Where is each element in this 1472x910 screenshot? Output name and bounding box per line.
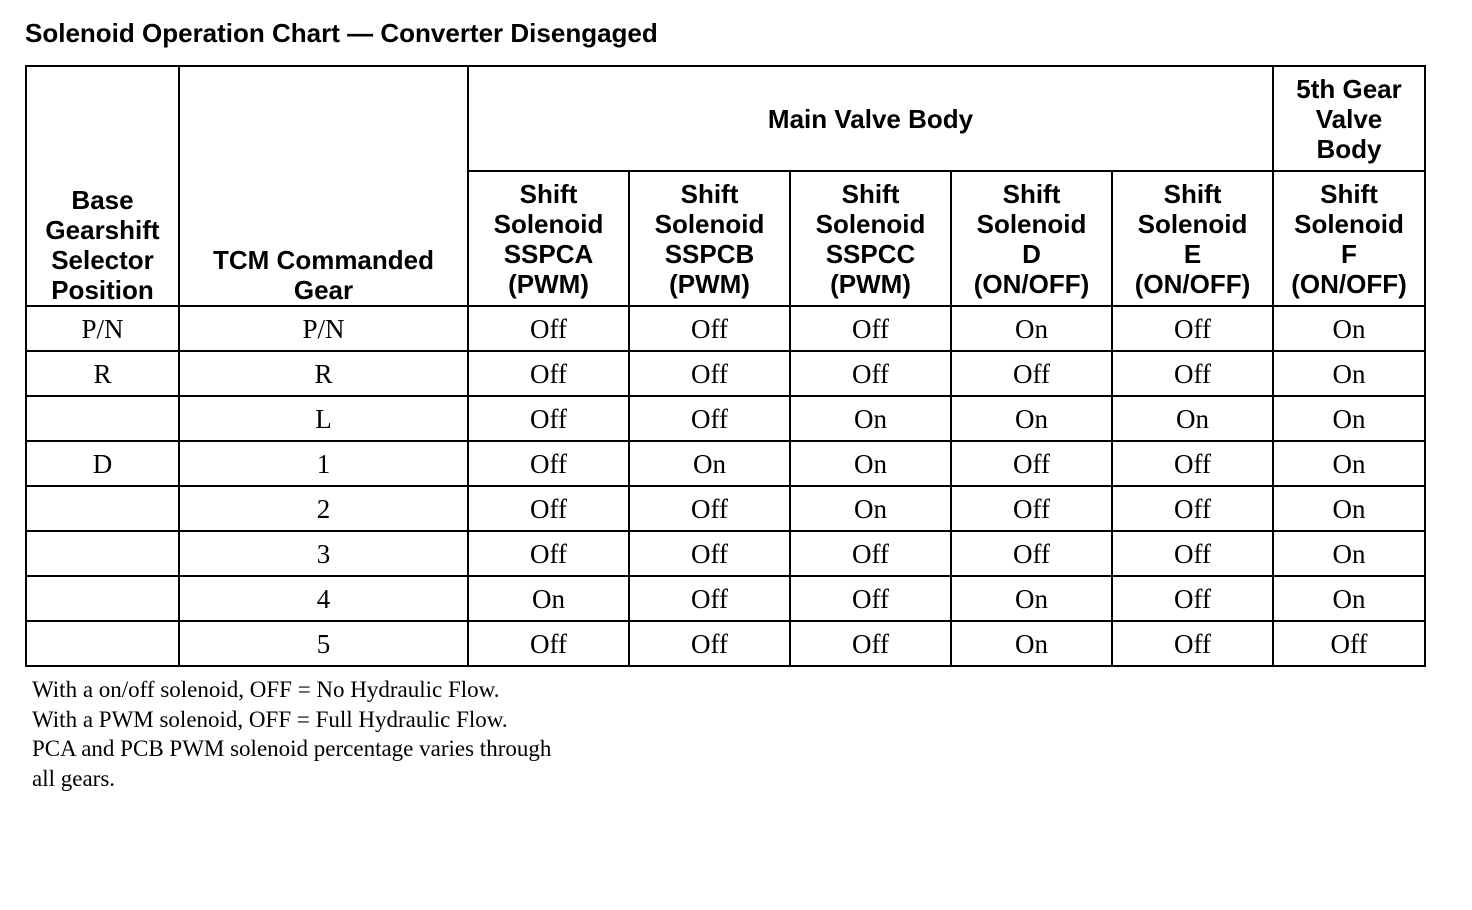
footnotes	[32, 675, 551, 793]
cell-solenoid-d: On	[951, 576, 1112, 621]
cell-sspcb: On	[629, 441, 790, 486]
cell-solenoid-f: Off	[1273, 621, 1425, 666]
cell-tcm-gear: L	[179, 396, 468, 441]
cell-sspca: Off	[468, 621, 629, 666]
cell-solenoid-f: On	[1273, 306, 1425, 351]
cell-solenoid-e: Off	[1112, 531, 1273, 576]
cell-sspca: Off	[468, 306, 629, 351]
cell-sspcb: Off	[629, 576, 790, 621]
cell-solenoid-f: On	[1273, 396, 1425, 441]
table-row	[26, 351, 1425, 396]
cell-sspcc: On	[790, 441, 951, 486]
header-5th-gear-valve-body: 5th Gear Valve Body	[1273, 66, 1425, 171]
cell-sspca: Off	[468, 531, 629, 576]
cell-sspcb: Off	[629, 531, 790, 576]
cell-base-position: D	[26, 441, 179, 486]
cell-tcm-gear: 2	[179, 486, 468, 531]
cell-solenoid-f: On	[1273, 486, 1425, 531]
header-solenoid-d: Shift Solenoid D (ON/OFF)	[951, 171, 1112, 306]
cell-sspca: Off	[468, 396, 629, 441]
cell-solenoid-f: On	[1273, 351, 1425, 396]
cell-sspcb: Off	[629, 621, 790, 666]
table-row	[26, 621, 1425, 666]
header-solenoid-sspcc: Shift Solenoid SSPCC (PWM)	[790, 171, 951, 306]
header-solenoid-sspca: Shift Solenoid SSPCA (PWM)	[468, 171, 629, 306]
footnote-line: all gears.	[32, 765, 116, 791]
cell-solenoid-e: Off	[1112, 441, 1273, 486]
cell-solenoid-e: Off	[1112, 351, 1273, 396]
cell-solenoid-e: Off	[1112, 306, 1273, 351]
header-main-valve-body: Main Valve Body	[468, 66, 1273, 171]
cell-tcm-gear: P/N	[179, 306, 468, 351]
cell-sspcb: Off	[629, 306, 790, 351]
table-row	[26, 441, 1425, 486]
cell-sspca: Off	[468, 441, 629, 486]
cell-sspcc: On	[790, 396, 951, 441]
cell-solenoid-d: On	[951, 396, 1112, 441]
cell-sspca: Off	[468, 486, 629, 531]
header-tcm-commanded-gear: TCM Commanded Gear	[179, 66, 468, 306]
cell-sspcc: Off	[790, 351, 951, 396]
cell-sspcc: On	[790, 486, 951, 531]
cell-solenoid-d: Off	[951, 441, 1112, 486]
cell-sspcb: Off	[629, 351, 790, 396]
cell-base-position	[26, 531, 179, 576]
cell-sspcc: Off	[790, 576, 951, 621]
cell-solenoid-e: Off	[1112, 486, 1273, 531]
cell-solenoid-e: On	[1112, 396, 1273, 441]
cell-base-position: R	[26, 351, 179, 396]
cell-sspca: On	[468, 576, 629, 621]
cell-base-position: P/N	[26, 306, 179, 351]
table-row	[26, 396, 1425, 441]
cell-solenoid-d: Off	[951, 531, 1112, 576]
cell-solenoid-d: Off	[951, 486, 1112, 531]
table-row	[26, 486, 1425, 531]
header-solenoid-sspcb: Shift Solenoid SSPCB (PWM)	[629, 171, 790, 306]
header-base-gearshift-position: Base Gearshift Selector Position	[26, 66, 179, 306]
table-row	[26, 576, 1425, 621]
cell-base-position	[26, 621, 179, 666]
cell-sspcc: Off	[790, 306, 951, 351]
cell-sspca: Off	[468, 351, 629, 396]
cell-solenoid-e: Off	[1112, 576, 1273, 621]
cell-solenoid-d: Off	[951, 351, 1112, 396]
cell-sspcc: Off	[790, 621, 951, 666]
cell-tcm-gear: 4	[179, 576, 468, 621]
cell-solenoid-f: On	[1273, 531, 1425, 576]
cell-tcm-gear: 1	[179, 441, 468, 486]
cell-solenoid-d: On	[951, 306, 1112, 351]
header-group-row	[26, 66, 1425, 171]
cell-solenoid-f: On	[1273, 576, 1425, 621]
footnote-line: PCA and PCB PWM solenoid percentage varies through	[32, 736, 552, 761]
solenoid-operation-table	[25, 65, 1426, 667]
chart-title: Solenoid Operation Chart — Converter Disengaged	[25, 18, 658, 48]
cell-tcm-gear: R	[179, 351, 468, 396]
header-solenoid-e: Shift Solenoid E (ON/OFF)	[1112, 171, 1273, 306]
cell-sspcc: Off	[790, 531, 951, 576]
cell-solenoid-f: On	[1273, 441, 1425, 486]
cell-solenoid-e: Off	[1112, 621, 1273, 666]
table-row	[26, 306, 1425, 351]
footnote-line: With a on/off solenoid, OFF = No Hydraulic Flow.	[32, 677, 500, 702]
table-row	[26, 531, 1425, 576]
cell-tcm-gear: 5	[179, 621, 468, 666]
footnote-line: With a PWM solenoid, OFF = Full Hydraulic Flow.	[32, 706, 508, 732]
cell-tcm-gear: 3	[179, 531, 468, 576]
cell-base-position	[26, 576, 179, 621]
cell-sspcb: Off	[629, 396, 790, 441]
cell-base-position	[26, 396, 179, 441]
cell-sspcb: Off	[629, 486, 790, 531]
cell-solenoid-d: On	[951, 621, 1112, 666]
header-solenoid-f: Shift Solenoid F (ON/OFF)	[1273, 171, 1425, 306]
cell-base-position	[26, 486, 179, 531]
